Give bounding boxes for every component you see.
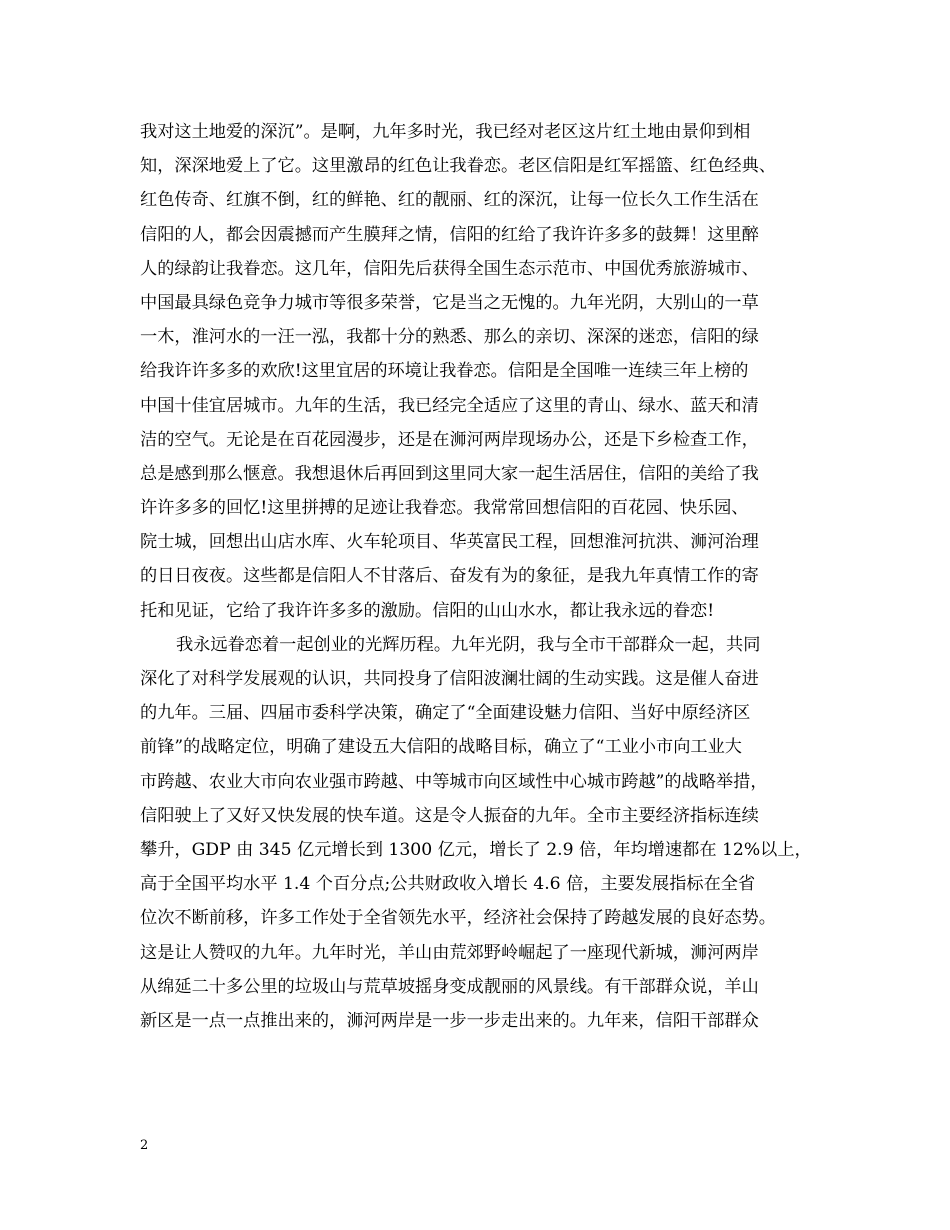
text-line: 信阳驶上了又好又快发展的快车道。这是令人振奋的九年。全市主要经济指标连续: [140, 805, 759, 826]
text-line: 托和见证，它给了我许许多多的激励。信阳的山山水水，都让我永远的眷恋!: [140, 600, 715, 621]
text-line: 这是让人赞叹的九年。九年时光，羊山由荒郊野岭崛起了一座现代新城，浉河两岸: [140, 942, 759, 963]
text-line: 人的绿韵让我眷恋。这几年，信阳先后获得全国生态示范市、中国优秀旅游城市、: [140, 258, 759, 279]
body-text: [140, 115, 830, 1038]
text-line: 给我许许多多的欢欣!这里宜居的环境让我眷恋。信阳是全国唯一连续三年上榜的: [140, 361, 749, 382]
text-line: 的九年。三届、四届市委科学决策，确定了“全面建设魅力信阳、当好中原经济区: [140, 703, 751, 724]
text-line: 我对这土地爱的深沉”。是啊，九年多时光，我已经对老区这片红土地由景仰到相: [140, 122, 751, 142]
text-line: 知，深深地爱上了它。这里激昂的红色让我眷恋。老区信阳是红军摇篮、红色经典、: [140, 156, 776, 177]
text-line: 许许多多的回忆!这里拼搏的足迹让我眷恋。我常常回想信阳的百花园、快乐园、: [140, 498, 749, 519]
text-line: 市跨越、农业大市向农业强市跨越、中等城市向区域性中心城市跨越”的战略举措，: [140, 771, 768, 792]
text-line: 位次不断前移，许多工作处于全省领先水平，经济社会保持了跨越发展的良好态势。: [140, 908, 776, 929]
text-line: 总是感到那么惬意。我想退休后再回到这里同大家一起生活居住，信阳的美给了我: [140, 463, 759, 484]
text-line: 从绵延二十多公里的垃圾山与荒草坡摇身变成靓丽的风景线。有干部群众说，羊山: [140, 976, 759, 997]
text-line: 新区是一点一点推出来的，浉河两岸是一步一步走出来的。九年来，信阳干部群众: [140, 1010, 759, 1031]
text-line: 高于全国平均水平 1.4 个百分点;公共财政收入增长 4.6 倍，主要发展指标在全省: [140, 874, 756, 895]
text-line: 信阳的人，都会因震撼而产生膜拜之情，信阳的红给了我许许多多的鼓舞！这里醉: [140, 224, 759, 245]
text-line: 红色传奇、红旗不倒，红的鲜艳、红的靓丽、红的深沉，让每一位长久工作生活在: [140, 190, 759, 211]
text-line: 的日日夜夜。这些都是信阳人不甘落后、奋发有为的象征，是我九年真情工作的寄: [140, 566, 759, 587]
text-line: 深化了对科学发展观的认识，共同投身了信阳波澜壮阔的生动实践。这是催人奋进: [140, 669, 759, 689]
text-line: 中国十佳宜居城市。九年的生活，我已经完全适应了这里的青山、绿水、蓝天和清: [140, 395, 759, 416]
paragraph-first-line: 我永远眷恋着一起创业的光辉历程。九年光阴，我与全市干部群众一起，共同: [176, 634, 761, 655]
text-line: 一木，淮河水的一汪一泓，我都十分的熟悉、那么的亲切、深深的迷恋，信阳的绿: [140, 327, 759, 348]
text-line: 攀升，GDP 由 345 亿元增长到 1300 亿元，增长了 2.9 倍，年均增速都在 12%以上，: [140, 839, 812, 860]
text-line: 前锋”的战略定位，明确了建设五大信阳的战略目标，确立了“工业小市向工业大: [140, 737, 742, 758]
text-line: 院士城，回想出山店水库、火车轮项目、华英富民工程，回想淮河抗洪、浉河治理: [140, 532, 759, 553]
page-number: 2: [140, 1138, 149, 1153]
text-line: 中国最具绿色竞争力城市等很多荣誉，它是当之无愧的。九年光阴，大别山的一草: [140, 292, 759, 313]
text-line: 洁的空气。无论是在百花园漫步，还是在浉河两岸现场办公，还是下乡检查工作，: [140, 429, 759, 450]
